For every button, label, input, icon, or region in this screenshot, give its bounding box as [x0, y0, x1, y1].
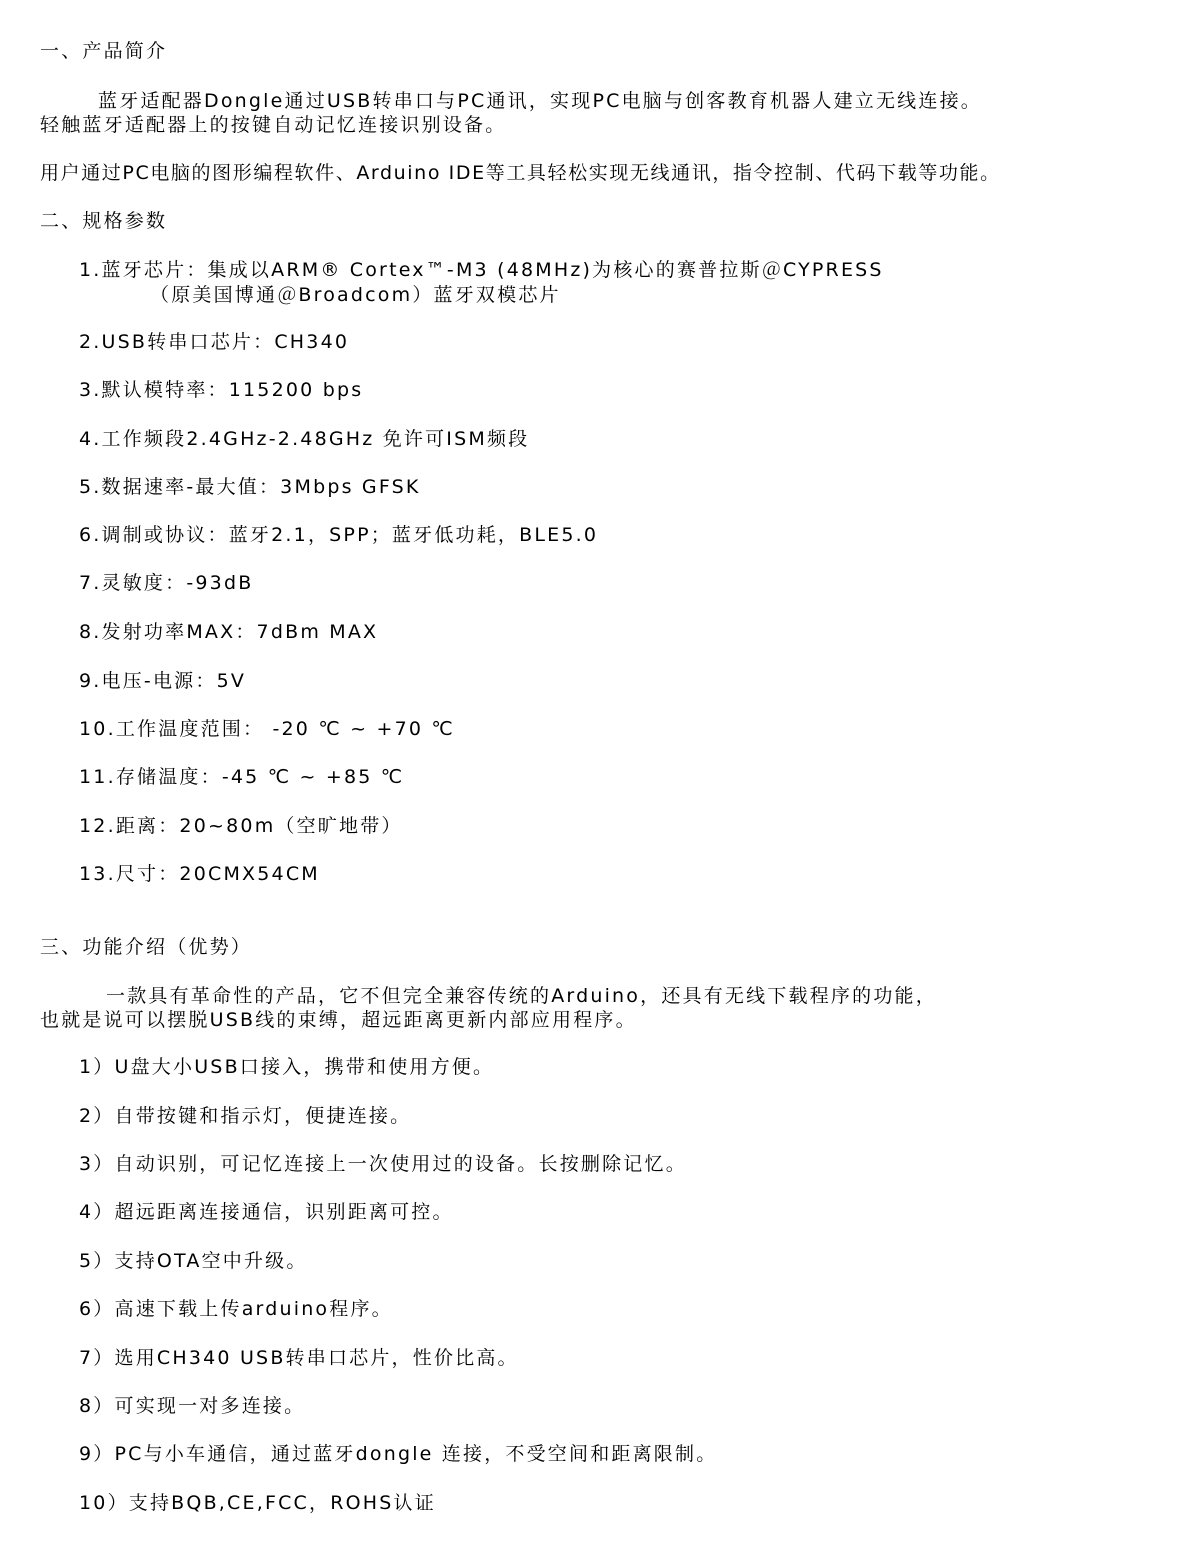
- product-intro-paragraph-line-2: 轻触蓝牙适配器上的按键自动记忆连接识别设备。: [40, 114, 507, 136]
- product-usage-paragraph: 用户通过PC电脑的图形编程软件、Arduino IDE等工具轻松实现无线通讯，指令控制、代码下载等功能。: [40, 162, 1001, 184]
- spec-item-bluetooth-chip: 1.蓝牙芯片：集成以ARM® Cortex™-M3 (48MHz)为核心的赛普拉斯＠CYPRESS: [79, 259, 884, 281]
- spec-item: 10.工作温度范围： -20 ℃ ~ +70 ℃: [79, 718, 455, 740]
- spec-item: 6.调制或协议：蓝牙2.1，SPP；蓝牙低功耗，BLE5.0: [79, 524, 599, 546]
- feature-item: 7）选用CH340 USB转串口芯片，性价比高。: [79, 1347, 519, 1369]
- features-intro-paragraph-line-2: 也就是说可以摆脱USB线的束缚，超远距离更新内部应用程序。: [40, 1009, 637, 1031]
- feature-item: 10）支持BQB,CE,FCC，ROHS认证: [79, 1492, 436, 1514]
- feature-item: 5）支持OTA空中升级。: [79, 1250, 308, 1272]
- section-heading-specifications: 二、规格参数: [40, 210, 168, 232]
- spec-item: 4.工作频段2.4GHz-2.48GHz 免许可ISM频段: [79, 428, 530, 450]
- spec-item: 3.默认模特率：115200 bps: [79, 379, 364, 401]
- feature-item: 4）超远距离连接通信，识别距离可控。: [79, 1201, 454, 1223]
- spec-item-bluetooth-chip-continued: （原美国博通＠Broadcom）蓝牙双模芯片: [150, 284, 561, 306]
- feature-item: 6）高速下载上传arduino程序。: [79, 1298, 393, 1320]
- section-heading-product-intro: 一、产品简介: [40, 40, 168, 62]
- feature-item: 9）PC与小车通信，通过蓝牙dongle 连接，不受空间和距离限制。: [79, 1443, 718, 1465]
- features-intro-paragraph-line-1: 一款具有革命性的产品，它不但完全兼容传统的Arduino，还具有无线下载程序的功能，: [106, 985, 937, 1007]
- spec-item: 7.灵敏度：-93dB: [79, 572, 254, 594]
- feature-item: 8）可实现一对多连接。: [79, 1395, 306, 1417]
- spec-item: 11.存储温度：-45 ℃ ~ +85 ℃: [79, 766, 405, 788]
- feature-item: 3）自动识别，可记忆连接上一次使用过的设备。长按删除记忆。: [79, 1153, 687, 1175]
- feature-item: 2）自带按键和指示灯，便捷连接。: [79, 1105, 412, 1127]
- spec-item: 2.USB转串口芯片：CH340: [79, 331, 350, 353]
- spec-item: 12.距离：20~80m（空旷地带）: [79, 815, 403, 837]
- spec-item: 8.发射功率MAX：7dBm MAX: [79, 621, 379, 643]
- spec-item: 5.数据速率-最大值：3Mbps GFSK: [79, 476, 421, 498]
- product-intro-paragraph-line-1: 蓝牙适配器Dongle通过USB转串口与PC通讯，实现PC电脑与创客教育机器人建立无线连接。: [98, 90, 982, 112]
- section-heading-features: 三、功能介绍（优势）: [40, 936, 253, 958]
- spec-item: 9.电压-电源：5V: [79, 670, 247, 692]
- spec-item: 13.尺寸：20CMX54CM: [79, 863, 320, 885]
- feature-item: 1）U盘大小USB口接入，携带和使用方便。: [79, 1056, 495, 1078]
